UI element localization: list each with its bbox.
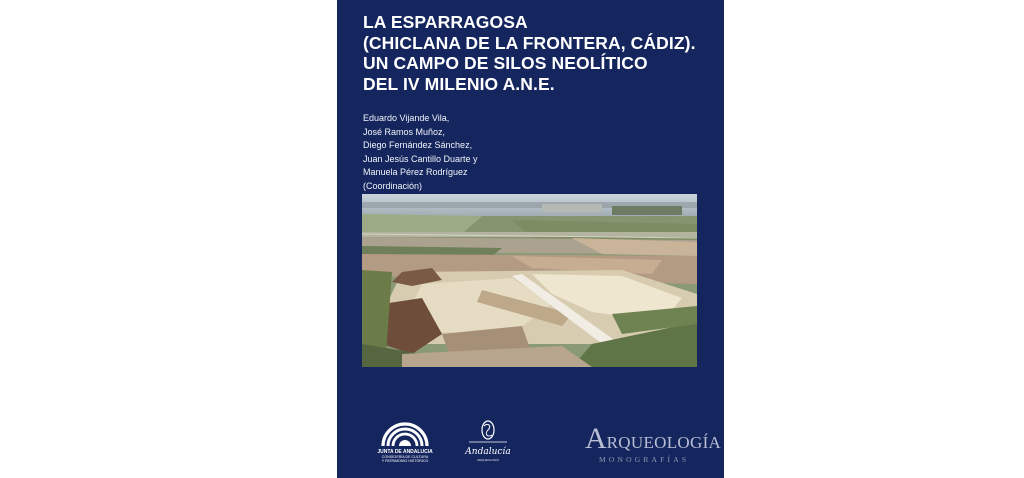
arqueologia-monografias-logo (585, 418, 722, 470)
junta-sub-line: Y PATRIMONIO HISTÓRICO (381, 459, 429, 464)
title-line: (CHICLANA DE LA FRONTERA, CÁDIZ). (363, 32, 696, 53)
junta-andalucia-logo (375, 418, 435, 470)
author-line: Eduardo Vijande Vila, (363, 113, 450, 123)
andalucia-sub: ARQUEOLOGÍA (476, 458, 500, 462)
aerial-photo (362, 194, 697, 367)
emblem-icon (455, 418, 521, 448)
title-line: DEL IV MILENIO A.N.E. (363, 73, 555, 94)
series-subtitle: MONOGRAFÍAS (599, 455, 690, 464)
author-list (363, 112, 563, 193)
junta-name: JUNTA DE ANDALUCIA (377, 449, 433, 455)
book-cover (337, 0, 724, 478)
author-line: (Coordinación) (363, 180, 423, 191)
andalucia-name: Andalucía (465, 447, 511, 457)
arch-emblem-icon (375, 418, 435, 448)
series-name: RQUEOLOGÍA (606, 433, 722, 452)
author-line: José Ramos Muñoz, (363, 126, 446, 137)
series-initial: A (585, 422, 607, 455)
author-line: Diego Fernández Sánchez, (363, 140, 473, 150)
andalucia-logo (455, 418, 521, 470)
cover-title (363, 12, 713, 94)
junta-logo-text (375, 449, 435, 463)
series-title (585, 422, 722, 456)
author-line: Juan Jesús Cantillo Duarte y (363, 153, 478, 164)
title-line: LA ESPARRAGOSA (363, 12, 528, 32)
author-line: Manuela Pérez Rodríguez (363, 167, 468, 177)
title-line: UN CAMPO DE SILOS NEOLÍTICO (363, 53, 648, 73)
junta-sub-line: CONSEJERÍA DE CULTURA (381, 455, 429, 459)
